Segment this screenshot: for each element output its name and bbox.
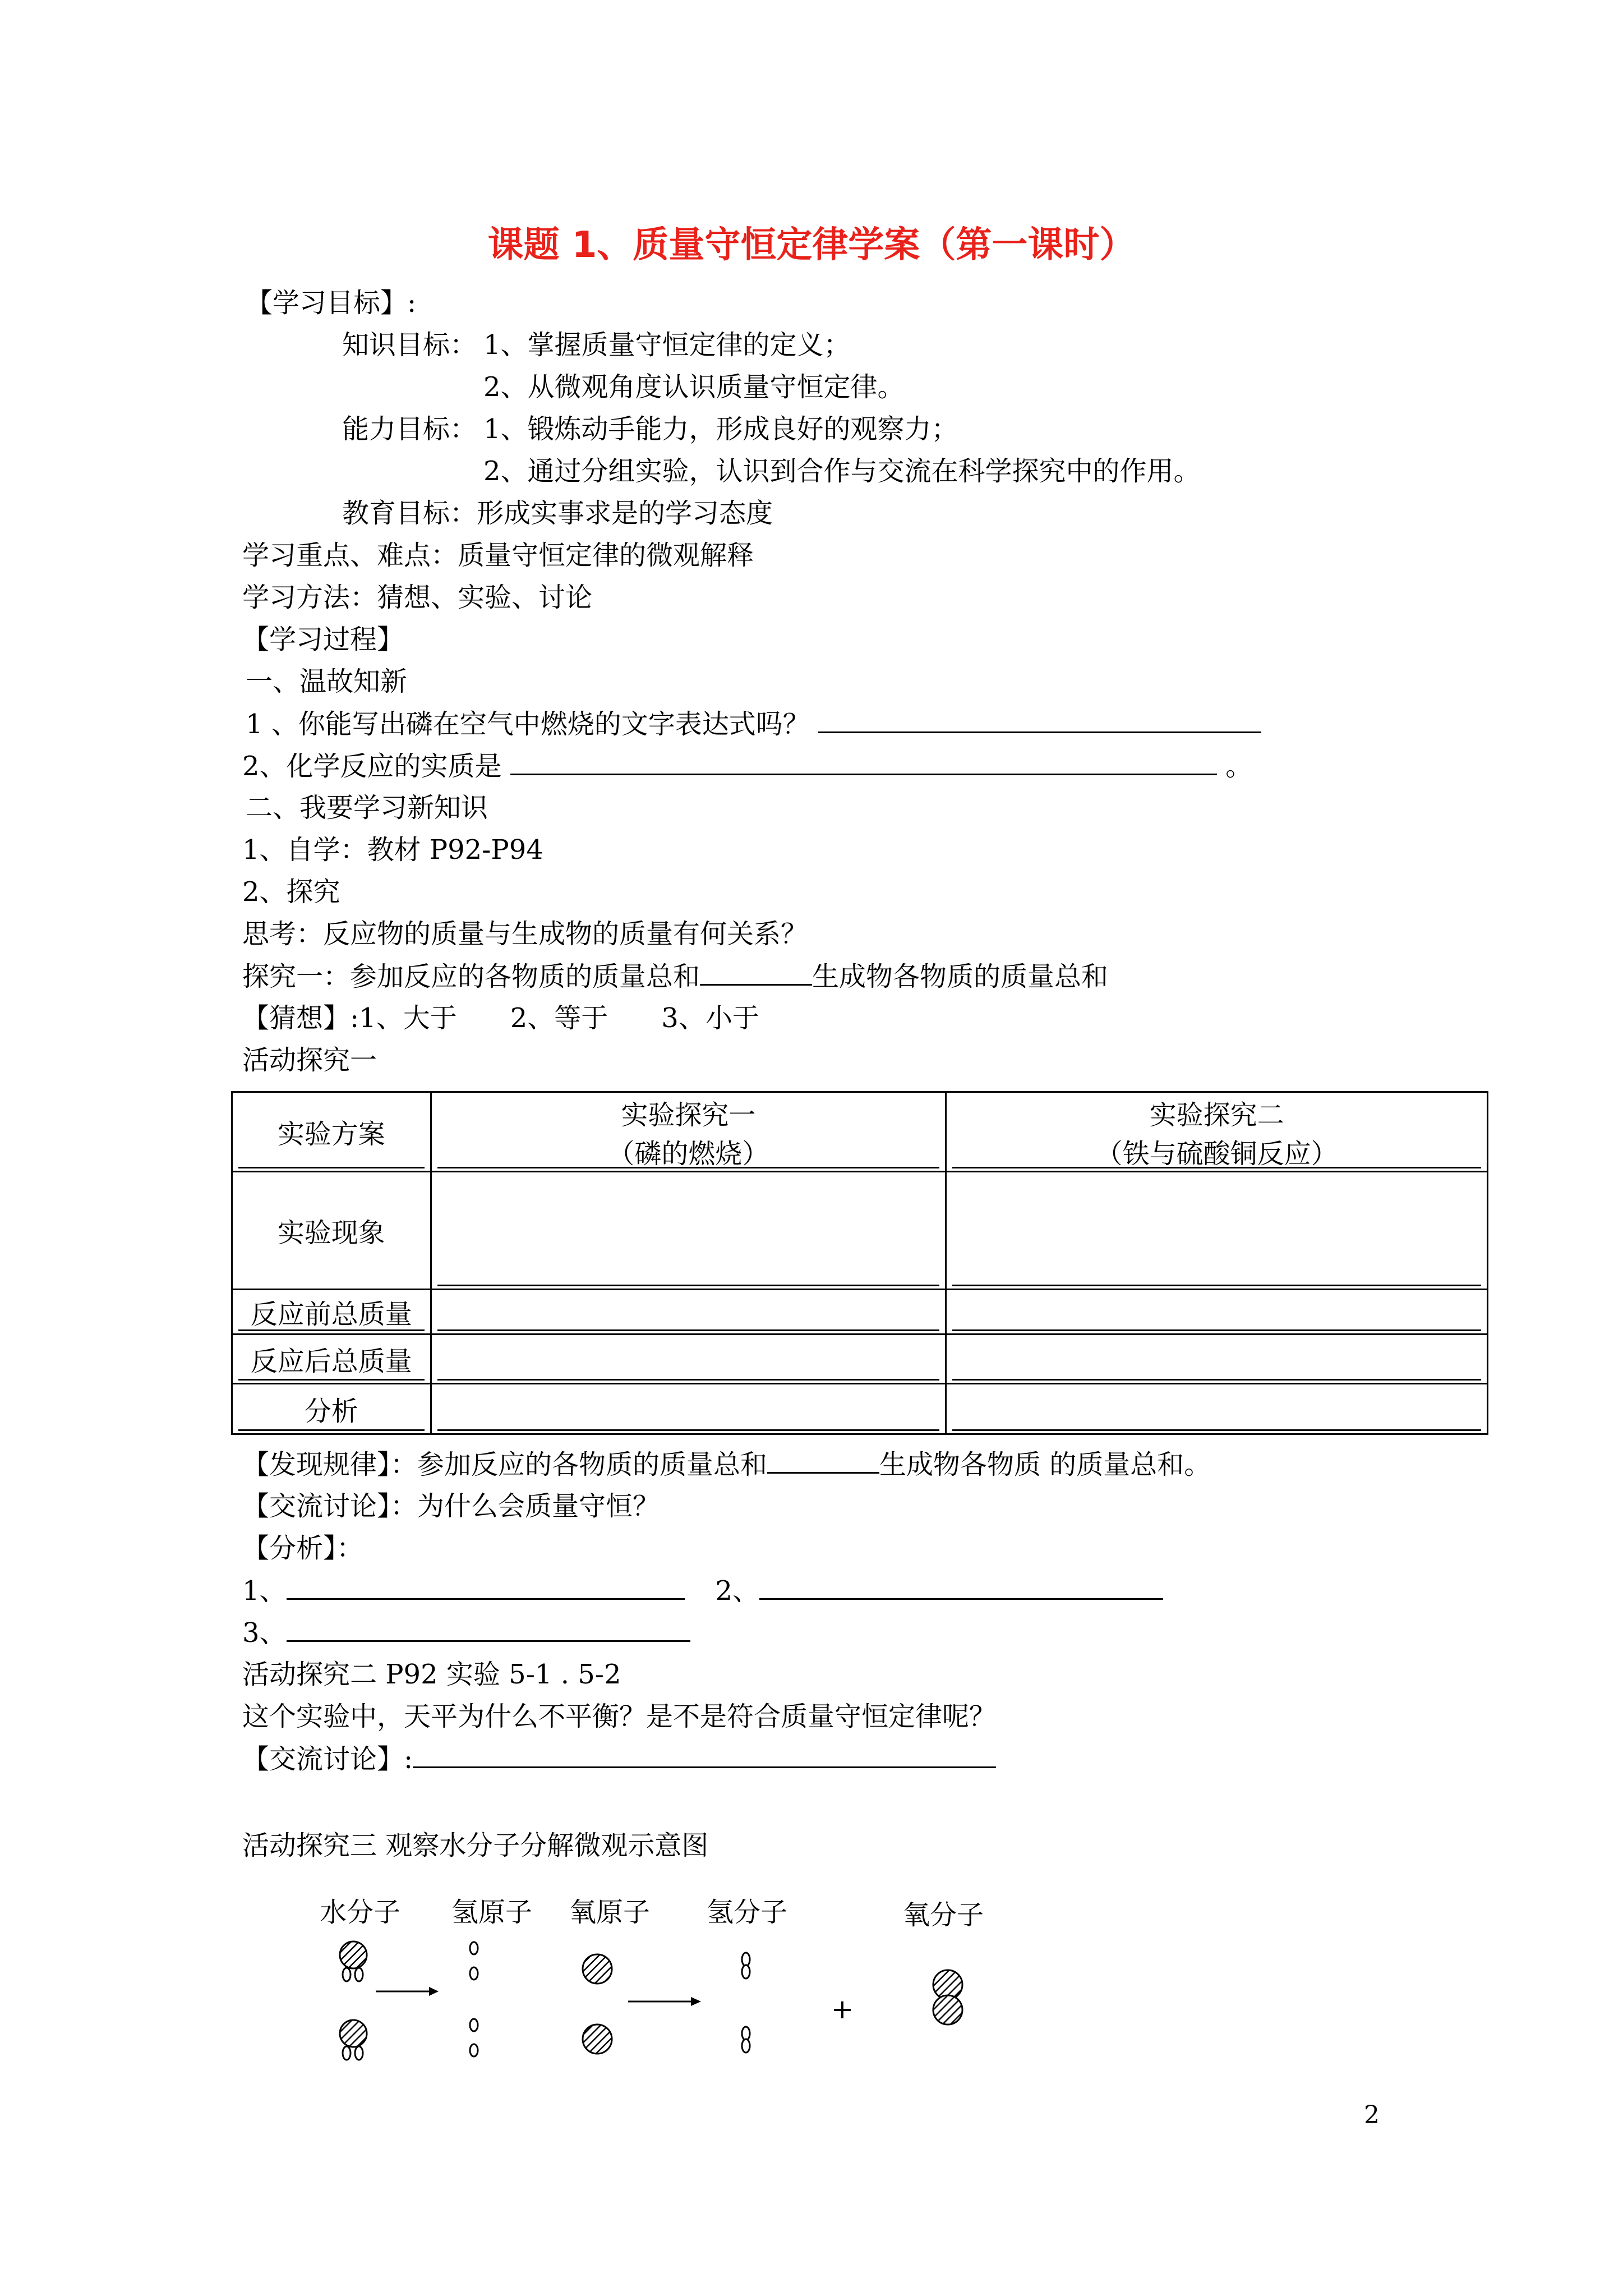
learning-methods: 学习方法：猜想、实验、讨论: [242, 582, 593, 613]
header-experiment-2: 实验探究二 （铁与硫酸铜反应）: [946, 1092, 1488, 1172]
key-points: 学习重点、难点：质量守恒定律的微观解释: [242, 540, 754, 571]
answer-blank[interactable]: [767, 1447, 879, 1474]
water-decomposition-diagram: [314, 1890, 1088, 2104]
hydrogen-atom: [470, 1942, 478, 1954]
water-molecule-oxygen: [340, 2020, 367, 2047]
guess-option-2: 2、等于: [510, 1002, 608, 1034]
discussion-two-label: 【交流讨论】:: [242, 1743, 413, 1775]
analysis-item-1: 1、: [242, 1575, 287, 1607]
ability-goal-2: 2、通过分组实验，认识到合作与交流在科学探究中的作用。: [483, 455, 1201, 487]
row-label: 分析: [232, 1384, 431, 1434]
experiment-table: [231, 1091, 1488, 1435]
explore-heading: 2、探究: [242, 876, 340, 908]
water-molecule-oxygen: [340, 1941, 367, 1968]
discussion-two: [242, 1742, 996, 1776]
question-1-text: 1 、你能写出磷在空气中燃烧的文字表达式吗？: [246, 708, 810, 740]
process-heading: 【学习过程】: [242, 624, 404, 655]
water-molecule-hydrogen: [343, 2046, 351, 2060]
answer-blank[interactable]: [287, 1573, 685, 1600]
oxygen-molecule-atom: [933, 1995, 962, 2024]
analysis-line-1: [242, 1573, 1163, 1608]
answer-cell[interactable]: [431, 1384, 946, 1434]
hydrogen-molecule-atom: [742, 2027, 750, 2040]
page-number: 2: [1364, 2101, 1380, 2129]
question-2-text: 2、化学反应的实质是: [242, 751, 502, 782]
rule-text-a: 【发现规律】：参加反应的各物质的质量总和: [242, 1449, 768, 1480]
label-oxygen-molecule: 氧分子: [903, 1899, 984, 1931]
activity-three-heading: 活动探究三 观察水分子分解微观示意图: [242, 1830, 709, 1861]
hydrogen-atom: [470, 2044, 478, 2056]
answer-blank[interactable]: [700, 959, 812, 986]
answer-cell[interactable]: [946, 1290, 1488, 1335]
header-plan: 实验方案: [232, 1092, 431, 1172]
page-title: 课题 1、质量守恒定律学案（第一课时）: [487, 224, 1136, 266]
answer-blank[interactable]: [413, 1742, 996, 1768]
think-question: 思考：反应物的质量与生成物的质量有何关系？: [242, 918, 808, 950]
question-2: [242, 749, 1252, 783]
answer-blank[interactable]: [818, 707, 1261, 733]
answer-blank[interactable]: [510, 749, 1217, 775]
water-molecule-hydrogen: [355, 2046, 363, 2060]
water-molecule-hydrogen: [355, 1968, 363, 1981]
knowledge-goal-1: 1、掌握质量守恒定律的定义；: [483, 329, 851, 361]
hydrogen-atom: [470, 1967, 478, 1980]
plus-sign: +: [831, 1994, 854, 2025]
answer-blank[interactable]: [759, 1573, 1163, 1600]
question-2-end: 。: [1225, 751, 1253, 782]
answer-cell[interactable]: [431, 1290, 946, 1335]
arrow-head: [691, 1997, 701, 2006]
oxygen-atom: [583, 2024, 612, 2054]
row-label: 反应后总质量: [232, 1335, 431, 1384]
row-label: 实验现象: [232, 1172, 431, 1290]
discussion-heading: 【交流讨论】：为什么会质量守恒？: [242, 1490, 660, 1522]
goals-heading: 【学习目标】:: [246, 287, 417, 319]
guess-label: 【猜想】:: [242, 1002, 359, 1034]
section-review: 一、温故知新: [246, 666, 408, 697]
analysis-item-2: 2、: [715, 1575, 760, 1607]
section-new-knowledge: 二、我要学习新知识: [246, 792, 488, 823]
diagram-shapes: [314, 1890, 1088, 2104]
explore-one-text-b: 生成物各物质的质量总和: [812, 961, 1109, 992]
answer-cell[interactable]: [946, 1384, 1488, 1434]
explore-one: [242, 959, 1108, 993]
answer-cell[interactable]: [431, 1335, 946, 1384]
activity-two-heading: 活动探究二 P92 实验 5-1 . 5-2: [242, 1659, 621, 1690]
label-oxygen-atom: 氧原子: [569, 1897, 651, 1928]
hydrogen-molecule-atom: [742, 2039, 750, 2053]
ability-goal-1: 1、锻炼动手能力，形成良好的观察力；: [483, 413, 958, 445]
rule-line: [242, 1447, 1211, 1481]
guess-line: [242, 1001, 759, 1035]
activity-two-question: 这个实验中，天平为什么不平衡？是不是符合质量守恒定律呢？: [242, 1701, 997, 1732]
knowledge-goal-2: 2、从微观角度认识质量守恒定律。: [483, 371, 905, 403]
arrow-head: [429, 1987, 439, 1996]
analysis-heading: 【分析】：: [242, 1533, 364, 1564]
label-water-molecule: 水分子: [320, 1897, 401, 1928]
row-label: 反应前总质量: [232, 1290, 431, 1335]
water-molecule-hydrogen: [343, 1968, 351, 1981]
oxygen-atom: [583, 1954, 612, 1984]
question-1: [246, 707, 1261, 741]
answer-blank[interactable]: [287, 1616, 690, 1642]
knowledge-label: 知识目标：: [342, 329, 477, 361]
explore-one-text-a: 探究一：参加反应的各物质的质量总和: [242, 961, 700, 992]
analysis-line-3: [242, 1616, 690, 1650]
hydrogen-molecule-atom: [742, 1953, 750, 1966]
analysis-item-3: 3、: [242, 1617, 287, 1649]
rule-text-b: 生成物各物质 的质量总和。: [879, 1449, 1211, 1480]
answer-cell[interactable]: [431, 1172, 946, 1290]
ability-label: 能力目标：: [342, 413, 477, 445]
label-hydrogen-molecule: 氢分子: [707, 1897, 788, 1928]
education-goal: 教育目标：形成实事求是的学习态度: [342, 498, 773, 529]
guess-option-3: 3、小于: [661, 1002, 759, 1034]
activity-one-heading: 活动探究一: [242, 1045, 377, 1076]
self-study: 1、自学：教材 P92-P94: [242, 834, 543, 866]
label-hydrogen-atom: 氢原子: [451, 1897, 533, 1928]
answer-cell[interactable]: [946, 1335, 1488, 1384]
hydrogen-molecule-atom: [742, 1965, 750, 1978]
header-experiment-1: 实验探究一 （磷的燃烧）: [431, 1092, 946, 1172]
guess-option-1: 1、大于: [359, 1002, 457, 1034]
answer-cell[interactable]: [946, 1172, 1488, 1290]
hydrogen-atom: [470, 2019, 478, 2031]
